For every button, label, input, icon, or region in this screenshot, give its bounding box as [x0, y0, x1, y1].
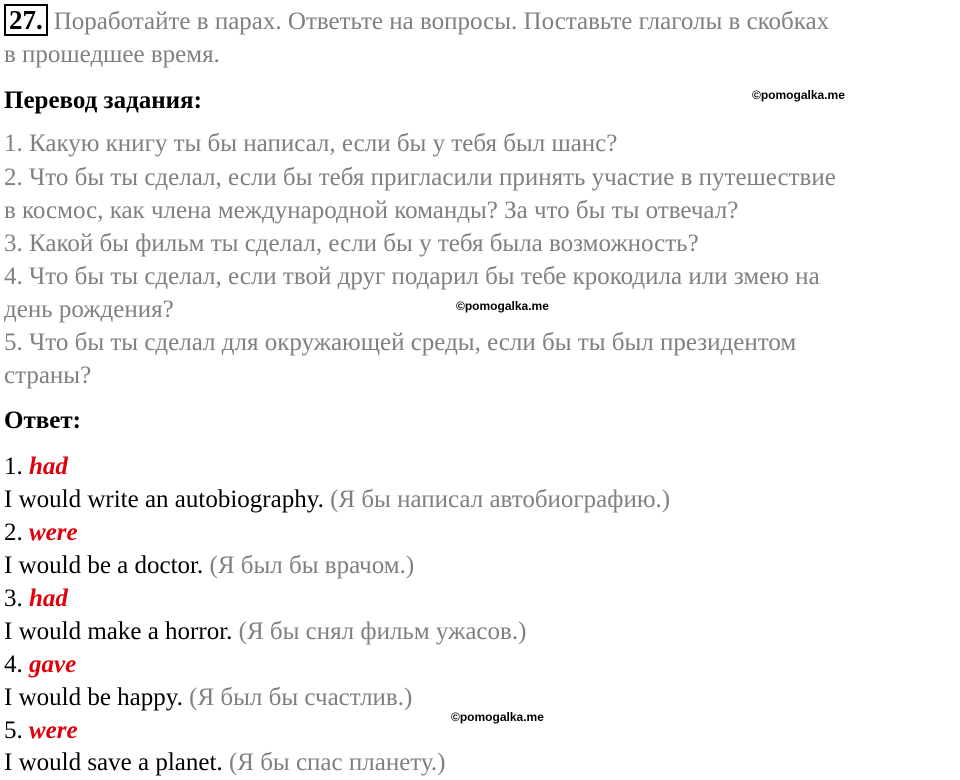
translation-line: день рождения?	[4, 296, 174, 323]
answer-sentence-line	[4, 681, 412, 714]
answer-num: 3.	[4, 585, 23, 612]
answer-translation: (Я был бы врачом.)	[209, 552, 415, 579]
answer-sentence-line	[4, 615, 526, 648]
answer-sentence: I would be a doctor.	[4, 552, 204, 579]
answer-verb: had	[29, 453, 68, 480]
answer-sentence: I would be happy.	[4, 684, 183, 711]
instruction-line-1: Поработайте в парах. Ответьте на вопросы. Поставьте глаголы в скобках	[53, 8, 830, 35]
translation-heading: Перевод задания:	[4, 87, 202, 114]
answer-verb: were	[29, 717, 78, 744]
answer-sentence: I would write an autobiography.	[4, 486, 324, 513]
translation-line: 3. Какой бы фильм ты сделал, если бы у тебя была возможность?	[4, 230, 699, 257]
answer-translation: (Я бы спас планету.)	[228, 749, 446, 776]
answer-translation: (Я бы написал автобиографию.)	[330, 486, 671, 513]
answer-heading: Ответ:	[4, 407, 81, 434]
answer-verb: were	[29, 519, 78, 546]
watermark-middle: ©pomogalka.me	[456, 299, 549, 313]
answer-num: 5.	[4, 717, 23, 744]
translation-line: 5. Что бы ты сделал для окружающей среды, если бы ты был президентом	[4, 329, 797, 356]
task-number: 27.	[4, 4, 48, 36]
answer-verb: gave	[29, 651, 77, 678]
translation-line: 4. Что бы ты сделал, если твой друг подарил бы тебе крокодила или змею на	[4, 263, 820, 290]
translation-line: страны?	[4, 362, 92, 389]
translation-line: 2. Что бы ты сделал, если бы тебя пригласили принять участие в путешествие	[4, 164, 836, 191]
answer-translation: (Я был бы счастлив.)	[189, 684, 413, 711]
watermark-bottom: ©pomogalka.me	[451, 710, 544, 724]
answer-num: 4.	[4, 651, 23, 678]
instruction-line-2: в прошедшее время.	[4, 41, 220, 68]
answer-item-number	[4, 450, 68, 483]
translation-line: 1. Какую книгу ты бы написал, если бы у тебя был шанс?	[4, 130, 618, 157]
answer-item-number	[4, 714, 78, 747]
answer-translation: (Я бы снял фильм ужасов.)	[238, 618, 527, 645]
task-instruction	[4, 4, 829, 38]
answer-sentence: I would make a horror.	[4, 618, 233, 645]
answer-num: 2.	[4, 519, 23, 546]
answer-sentence-line	[4, 746, 445, 779]
answer-sentence-line	[4, 483, 670, 516]
answer-item-number	[4, 582, 68, 615]
answer-item-number	[4, 516, 78, 549]
answer-item-number	[4, 648, 76, 681]
answer-sentence-line	[4, 549, 414, 582]
watermark-top: ©pomogalka.me	[752, 88, 845, 102]
answer-sentence: I would save a planet.	[4, 749, 223, 776]
translation-line: в космос, как члена международной команды? За что бы ты отвечал?	[4, 197, 739, 224]
answer-verb: had	[29, 585, 68, 612]
answer-num: 1.	[4, 453, 23, 480]
